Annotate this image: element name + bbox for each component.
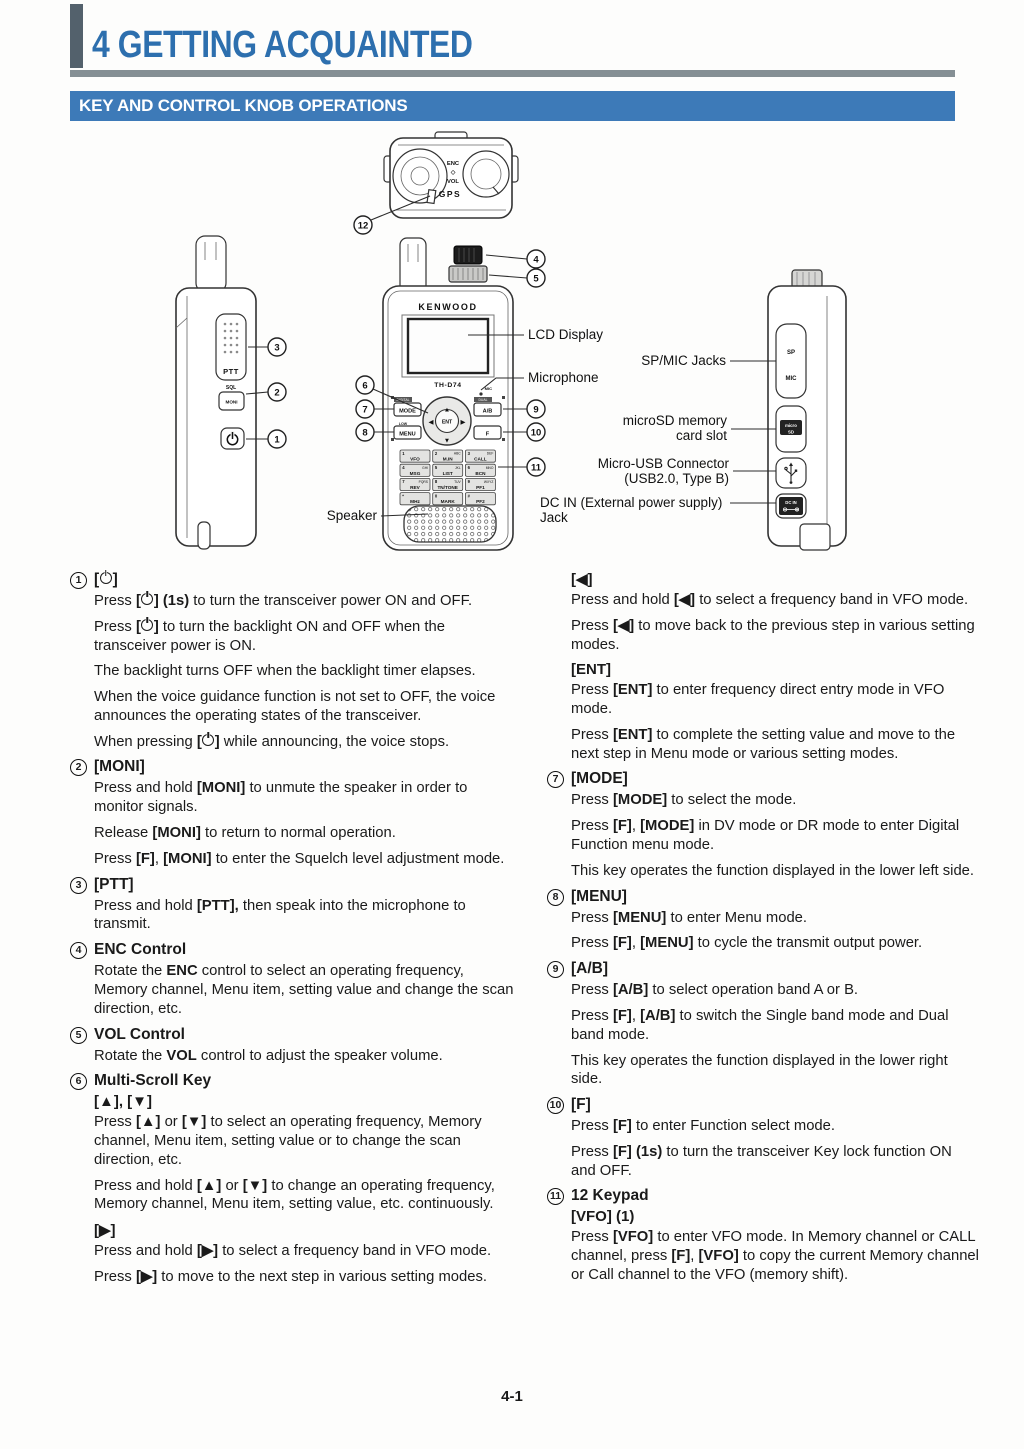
microphone-hole: [479, 392, 482, 395]
description-paragraph: Press [MODE] to select the mode.: [571, 792, 797, 809]
mic-small-label: MIC: [484, 386, 492, 391]
keypad-key-label: 7: [402, 479, 405, 485]
svg-text:LOW: LOW: [398, 422, 408, 426]
svg-text:F: F: [485, 431, 490, 438]
multi-scroll-key: [423, 397, 471, 445]
svg-text:DIGITAL: DIGITAL: [396, 398, 410, 402]
callout-4: [486, 250, 545, 268]
key-subheading: [VFO] (1): [571, 1208, 635, 1226]
key-item-heading: [70, 941, 515, 959]
callout-5: [489, 269, 545, 287]
dc-in-jack: [776, 494, 806, 518]
second-knob: [463, 151, 509, 197]
item-number-badge: 2: [70, 759, 87, 776]
item-number-badge: 10: [547, 1097, 564, 1114]
svg-text:MENU: MENU: [399, 431, 416, 438]
keypad-key-label: 8: [434, 479, 438, 485]
item-title: Multi-Scroll Key: [94, 1072, 212, 1090]
key-subheading: [◀]: [571, 571, 593, 588]
item-title: [MODE]: [571, 770, 628, 788]
description-paragraph: Press [VFO] to enter VFO mode. In Memory channel or CALL channel, press [F], [VFO] to copy the current Memory channel or Call channel to the VFO (memory shift).: [571, 1229, 979, 1283]
item-number-badge: 4: [70, 942, 87, 959]
description-paragraph: Press [ ] (1s) to turn the transceiver power ON and OFF.: [94, 593, 473, 609]
label-dcin-line1: DC IN (External power supply): [540, 495, 723, 510]
item-number-badge: 9: [547, 961, 564, 978]
key-item-heading: [547, 888, 980, 906]
svg-text:1: 1: [274, 434, 280, 446]
power-icon: [141, 593, 153, 605]
item-title: ENC Control: [94, 941, 187, 959]
keypad-key-label: 2: [434, 450, 438, 456]
antenna: [400, 238, 426, 292]
label-microphone: Microphone: [528, 370, 599, 385]
description-paragraph: This key operates the function displayed in the lower right side.: [571, 1052, 948, 1088]
power-icon: [100, 572, 113, 585]
svg-text:DC IN: DC IN: [785, 500, 797, 505]
description-paragraph: Press and hold [MONI] to unmute the speaker in order to monitor signals.: [94, 780, 468, 816]
keypad-key-label: TN/TONE: [437, 485, 458, 490]
keypad-key-label: VFO: [410, 456, 420, 462]
keypad-key-label: 6: [467, 465, 470, 470]
keypad-key-label: BCN: [475, 470, 486, 476]
ptt-button: [216, 314, 246, 380]
description-paragraph: Release [MONI] to return to normal operation.: [94, 825, 396, 842]
description-paragraph: Press and hold [◀] to select a frequency band in VFO mode.: [571, 592, 969, 608]
moni-button: [219, 392, 244, 410]
item-title: [A/B]: [571, 960, 609, 978]
description-paragraph: Press [ ] to turn the backlight ON and OFF when the transceiver power is ON.: [94, 618, 445, 654]
key-subheading: [▲], [▼]: [94, 1093, 153, 1111]
antenna: [196, 236, 226, 292]
battery-latch: [800, 524, 830, 550]
enc-label: ENC: [446, 161, 460, 167]
svg-text:8: 8: [362, 427, 368, 439]
front-view: [354, 196, 545, 550]
key-item-heading: [547, 1096, 980, 1114]
label-microsd-line1: microSD memory: [622, 413, 727, 428]
keypad-key-label: REV: [410, 485, 420, 490]
chapter-title: 4 GETTING ACQUAINTED: [92, 24, 473, 66]
description-paragraph: This key operates the function displayed in the lower left side.: [571, 862, 975, 879]
description-paragraph: Press [▶] to move to the next step in various setting modes.: [94, 1268, 488, 1285]
keypad-key-label: JKL: [455, 465, 461, 470]
description-paragraph: Rotate the ENC control to select an operating frequency, Memory channel, Menu item, setting value and change the scan direction, etc.: [94, 963, 514, 1017]
description-paragraph: Press [F] (1s) to turn the transceiver Key lock function ON and OFF.: [571, 1143, 952, 1179]
description-paragraph: Press [◀] to move back to the previous step in various setting modes.: [571, 617, 975, 653]
keypad-key-label: CALL: [474, 456, 487, 462]
item-number-badge: 1: [70, 572, 87, 589]
description-paragraph: Rotate the VOL control to adjust the speaker volume.: [94, 1047, 443, 1064]
left-arrow-icon: ◀: [428, 419, 434, 426]
keypad-key-label: DEF: [486, 451, 494, 456]
page-footer: [0, 1388, 1024, 1405]
power-icon: [202, 734, 214, 746]
device-diagram-svg: [0, 128, 1024, 570]
description-paragraph: Press and hold [PTT], then speak into the microphone to transmit.: [94, 897, 466, 933]
svg-text:10: 10: [530, 427, 542, 439]
svg-text:A/B: A/B: [482, 408, 493, 415]
svg-text:MIC: MIC: [785, 376, 797, 382]
svg-text:11: 11: [530, 462, 542, 474]
description-paragraph: Press [MENU] to enter Menu mode.: [571, 909, 808, 926]
svg-text:SD: SD: [788, 429, 794, 435]
enc-knob-stack: [449, 246, 487, 282]
svg-text:3: 3: [274, 342, 280, 354]
section-banner: KEY AND CONTROL KNOB OPERATIONS: [70, 91, 955, 121]
svg-text:12: 12: [357, 220, 369, 232]
description-paragraph: When the voice guidance function is not set to OFF, the voice announces the operating states of the transceiver.: [94, 689, 496, 724]
keypad-key-label: 0: [434, 493, 438, 499]
power-icon: [141, 619, 153, 631]
item-number-badge: 7: [547, 771, 564, 788]
sql-label: SQL: [225, 385, 237, 391]
keypad-key-label: PF1: [476, 485, 485, 490]
power-button: [221, 428, 244, 449]
description-paragraph: The backlight turns OFF when the backlight timer elapses.: [94, 663, 476, 680]
top-view: [384, 132, 518, 218]
keypad-key-label: 9: [467, 479, 470, 485]
column-left: [70, 568, 515, 1294]
model-label: TH-D74: [434, 382, 462, 389]
item-title: [MONI]: [94, 758, 145, 776]
item-number-badge: 6: [70, 1073, 87, 1090]
key-subheading: [▶]: [94, 1222, 116, 1240]
svg-text:DUAL: DUAL: [478, 398, 488, 402]
description-paragraph: Press [▲] or [▼] to select an operating frequency, Memory channel, Menu item, setting value or to change the scan direction, etc.: [94, 1114, 482, 1168]
keypad-key-label: 1: [402, 450, 405, 456]
key-item-heading: [70, 571, 515, 589]
description-paragraph: When pressing [ ] while announcing, the voice stops.: [94, 733, 450, 750]
lcd-display: [408, 319, 488, 373]
svg-text:SP: SP: [786, 350, 796, 356]
device-diagram: [0, 128, 1024, 570]
strap-slot: [198, 522, 210, 549]
description-paragraph: Press [A/B] to select operation band A or B.: [571, 982, 859, 999]
keypad-key-label: M.IN: [442, 456, 453, 462]
keypad-key-label: 5: [434, 465, 438, 470]
description-paragraph: Press [F], [MENU] to cycle the transmit output power.: [571, 935, 923, 952]
moni-label: MONI: [225, 399, 238, 405]
key-item-heading: [547, 1187, 980, 1205]
description-paragraph: Press and hold [▶] to select a frequency band in VFO mode.: [94, 1243, 492, 1260]
description-paragraph: Press and hold [▲] or [▼] to change an operating frequency, Memory channel, Menu item, setting value, etc. continuously.: [94, 1177, 495, 1213]
keypad-key-label: LIST: [442, 470, 453, 476]
keypad-key-label: PF2: [476, 499, 485, 505]
usb-connector: [776, 458, 806, 488]
gps-label: GPS: [438, 189, 462, 199]
item-number-badge: 8: [547, 889, 564, 906]
keypad-key-label: MARK: [440, 499, 455, 505]
description-paragraph: Press [F] to enter Function select mode.: [571, 1118, 835, 1135]
description-paragraph: Press [F], [A/B] to switch the Single band mode and Dual band mode.: [571, 1007, 949, 1043]
keypad-key-label: 3: [467, 450, 470, 456]
label-microsd-line2: card slot: [675, 428, 727, 443]
knob-diamond: ◇: [450, 170, 456, 176]
description-paragraph: Press [ENT] to complete the setting value and move to the next step in Menu mode or various setting modes.: [571, 726, 956, 762]
item-title: [F]: [571, 1096, 591, 1114]
item-title: 12 Keypad: [571, 1187, 649, 1205]
item-title: VOL Control: [94, 1025, 185, 1043]
up-arrow-icon: ▲: [443, 406, 451, 414]
key-item-heading: [547, 960, 980, 978]
chapter-accent-bar: [70, 4, 83, 68]
svg-text:4: 4: [533, 254, 539, 266]
right-side-view: [768, 270, 846, 550]
key-item-heading: [70, 876, 515, 894]
keypad-key-label: MNO: [485, 465, 494, 470]
keypad-key-label: WXYZ: [483, 480, 494, 484]
label-lcd-display: LCD Display: [528, 327, 604, 342]
header-rule: [70, 70, 955, 77]
keypad-key-label: GHI: [422, 465, 428, 470]
keypad-key-label: #: [467, 493, 470, 499]
item-title: [PTT]: [94, 875, 134, 893]
label-speaker: Speaker: [326, 508, 377, 523]
label-usb-line2: (USB2.0, Type B): [624, 471, 729, 486]
speaker-grille: [404, 506, 496, 542]
keypad-key-label: PQRS: [418, 480, 428, 484]
right-arrow-icon: ▶: [460, 419, 466, 426]
keypad-key-label: TUV: [454, 480, 461, 484]
keypad-key-label: *: [402, 493, 404, 499]
microsd-slot: [776, 406, 806, 452]
description-paragraph: Press [ENT] to enter frequency direct entry mode in VFO mode.: [571, 682, 945, 718]
sp-mic-jacks: [776, 324, 806, 398]
down-arrow-icon: ▼: [443, 437, 451, 445]
key-item-heading: [70, 1072, 515, 1090]
label-sp-mic-jacks: SP/MIC Jacks: [641, 353, 726, 368]
brand-logo: KENWOOD: [418, 302, 478, 312]
vol-label: VOL: [447, 179, 459, 185]
ptt-label: PTT: [223, 367, 239, 376]
description-paragraph: Press [F], [MODE] in DV mode or DR mode to enter Digital Function menu mode.: [571, 818, 960, 854]
item-number-badge: 11: [547, 1188, 564, 1205]
svg-text:7: 7: [362, 404, 368, 416]
item-number-badge: 3: [70, 877, 87, 894]
key-item-heading: [547, 770, 980, 788]
key-item-heading: [70, 758, 515, 776]
page-number: 4-1: [501, 1388, 523, 1405]
f-button: [474, 426, 501, 439]
label-usb-line1: Micro-USB Connector: [597, 456, 729, 471]
keypad-key-label: ABC: [453, 451, 461, 456]
svg-text:micro: micro: [785, 423, 797, 428]
item-title: [ ]: [94, 571, 118, 588]
left-side-view: [176, 236, 286, 549]
label-dcin-line2: Jack: [540, 510, 568, 525]
key-subheading: [ENT]: [571, 661, 611, 679]
column-right: [547, 568, 980, 1294]
keypad-key-label: MSG: [409, 470, 421, 476]
svg-text:9: 9: [533, 404, 539, 416]
description-paragraph: Press [F], [MONI] to enter the Squelch level adjustment mode.: [94, 850, 505, 867]
ent-key: ENT: [441, 419, 453, 426]
key-descriptions: [70, 568, 979, 1294]
item-title: [MENU]: [571, 887, 627, 905]
svg-text:6: 6: [362, 380, 368, 392]
svg-text:MODE: MODE: [399, 408, 416, 415]
key-item-heading: [70, 1026, 515, 1044]
svg-text:5: 5: [533, 273, 539, 285]
item-number-badge: 5: [70, 1027, 87, 1044]
svg-text:2: 2: [274, 387, 280, 399]
keypad-key-label: MHz: [410, 499, 420, 505]
keypad-key-label: 4: [402, 465, 405, 470]
